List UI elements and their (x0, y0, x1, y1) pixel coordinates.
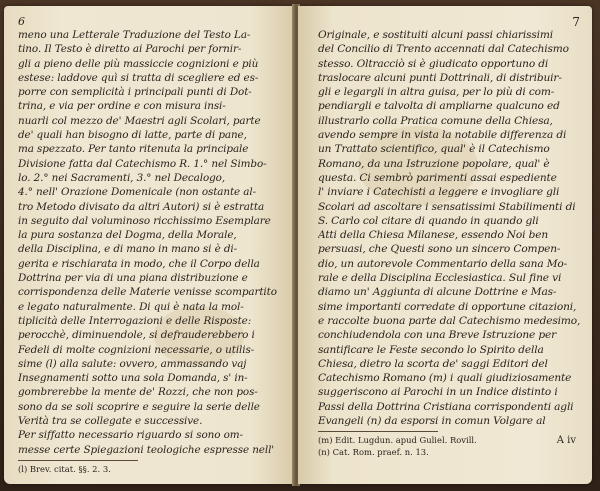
footnote-rule (18, 460, 138, 461)
text-line: messe certe Spiegazioni teologiche espresse nell' (18, 443, 275, 456)
text-line: lo. 2.° nei Sacramenti, 3.° nel Decalogo, (18, 171, 226, 184)
text-line: estese: laddove quì si tratta di scegliere ed es- (18, 71, 259, 84)
footnote: (l) Brev. citat. §§. 2. 3. (18, 463, 111, 474)
left-body (18, 28, 282, 457)
text-line: santificare le Feste secondo lo Spirito della (318, 343, 544, 356)
text-line: Divisione fatta dal Catechismo R. 1.° nel Simbo- (18, 157, 267, 170)
footnote: (n) Cat. Rom. praef. n. 13. (318, 447, 429, 458)
text-line: Scolari ad ascoltare i sensatissimi Stabilimenti di (318, 200, 576, 213)
text-line: Atti della Chiesa Milanese, essendo Noi ben (318, 229, 549, 242)
right-footer (318, 434, 580, 458)
text-line: Chiesa, dietro la scorta de' saggi Editori del (318, 357, 548, 370)
left-footnotes (18, 463, 282, 475)
text-line: sono da se soli scoprire e seguire la serie delle (18, 400, 260, 413)
page-number-left: 6 (18, 15, 25, 28)
right-page-text (318, 16, 580, 476)
right-footnotes (318, 434, 477, 458)
text-line: perocchè, diminuendole, si defrauderebbero i (18, 329, 255, 342)
page-number-right: 7 (572, 15, 580, 29)
text-line: sime importanti corredate di opportune citazioni, (318, 300, 577, 313)
text-line: del Concilio di Trento accennati dal Catechismo (318, 43, 569, 56)
text-line: tro Metodo divisato da altri Autori) si è estratta (18, 200, 265, 213)
text-line: corrispondenza delle Materie venisse scompartito (18, 286, 277, 299)
text-line: sime (l) alla salute: ovvero, ammassando vaj (18, 357, 247, 370)
text-line: Insegnamenti sotto una sola Domanda, s' in- (18, 372, 248, 385)
text-line: la pura sostanza del Dogma, della Morale, (18, 229, 237, 242)
text-line: tiplicità delle Interrogazioni e delle Risposte: (18, 314, 252, 327)
text-line: illustrarlo colla Pratica comune della Chiesa, (318, 114, 553, 127)
text-line: Originale, e sostituiti alcuni passi chiarissimi (318, 29, 554, 41)
text-line: ma spezzato. Per tanto ritenuta la principale (18, 143, 249, 156)
text-line: traslocare alcuni punti Dottrinali, di distribuir- (318, 71, 562, 84)
text-line: gli e legargli in altra guisa, per lo più di com- (318, 86, 555, 99)
footnote: (m) Edit. Lugdun. apud Guliel. Rovill. (318, 435, 477, 446)
text-line: Verità tra se collegate e successive. (18, 415, 203, 428)
signature-mark: A iv (556, 435, 576, 447)
footnote-rule (318, 431, 438, 432)
text-line: stesso. Oltracciò si è giudicato opportuno di (318, 57, 549, 70)
text-line: porre con semplicità i principali punti di Dot- (18, 86, 252, 99)
text-line: nuarli col mezzo de' Maestri agli Scolari, parte (18, 114, 261, 127)
text-line: dio, un autorevole Commentario della sana Mo- (318, 257, 568, 270)
text-line: persuasi, che Questi sono un sincero Compen- (318, 243, 561, 256)
text-line: Catechismo Romano (m) i quali giudiziosamente (318, 372, 572, 385)
text-line: conchiudendola con una Breve Istruzione per (318, 329, 557, 342)
text-line: e legato naturalmente. Di qui è nata la mol- (18, 300, 244, 313)
text-line: gombrerebbe la mente de' Rozzi, che non pos- (18, 386, 258, 399)
text-line: Romano, da una Istruzione popolare, qual' è (318, 157, 550, 170)
text-line: della Disciplina, e di mano in mano si è di- (18, 243, 238, 256)
text-line: 4.° nell' Orazione Domenicale (non ostante al- (18, 186, 257, 199)
text-line: suggeriscono ai Parochi in un Indice distinto i (318, 386, 558, 399)
text-line: diamo un' Aggiunta di alcune Dottrine e Mas- (318, 286, 557, 299)
text-line: trina, e via per ordine e con misura insi- (18, 100, 226, 113)
text-line: de' quali han bisogno di latte, parte di pane, (18, 129, 247, 142)
text-line: meno una Letterale Traduzione del Testo La- (18, 29, 251, 41)
text-line: questa. Ci sembrò parimenti assai espediente (318, 171, 557, 184)
left-page-text (18, 16, 282, 476)
text-line: gerita e rischiarata in modo, che il Corpo della (18, 257, 260, 270)
text-line: tino. Il Testo è diretto ai Parochi per fornir- (18, 43, 242, 56)
text-line: Per siffatto necessario riguardo si sono om- (18, 429, 243, 442)
right-body (318, 28, 580, 428)
text-line: gli a pieno delle più massiccie cognizioni e più (18, 57, 259, 70)
text-line: Passi della Dottrina Cristiana corrispondenti agli (318, 400, 574, 413)
text-line: l' inviare i Catechisti a leggere e invogliare gli (318, 186, 560, 199)
text-line: e raccolte buona parte dal Catechismo medesimo, (318, 314, 580, 327)
right-page (298, 6, 592, 484)
text-line: Evangeli (n) da esporsi in comun Volgare al (318, 415, 546, 428)
text-line: rale e della Disciplina Ecclesiastica. Sul fine vi (318, 272, 562, 285)
text-line: pendiargli e talvolta di ampliarne qualcuno ed (318, 100, 560, 113)
text-line: in seguito dal voluminoso ricchissimo Esemplare (18, 214, 271, 227)
text-line: Dottrina per via di una piana distribuzione e (18, 272, 248, 285)
text-line: avendo sempre in vista la notabile differenza di (318, 129, 567, 142)
text-line: S. Carlo col citare di quando in quando gli (318, 214, 539, 227)
text-line: Fedeli di molte cognizioni necessarie, o utilis- (18, 343, 255, 356)
text-line: un Trattato scientifico, qual' è il Catechismo (318, 143, 550, 156)
left-page (4, 6, 294, 484)
